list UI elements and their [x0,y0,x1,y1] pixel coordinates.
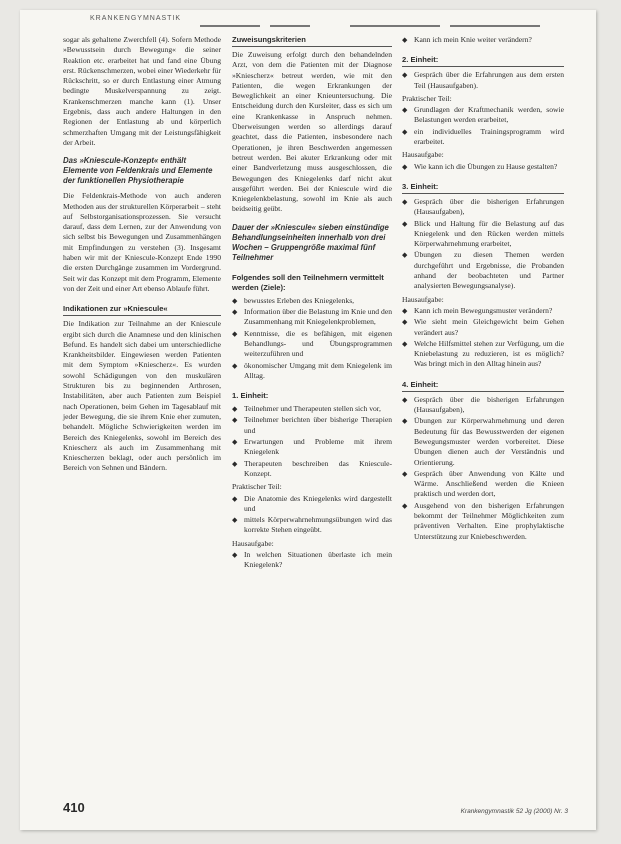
list-item: ◆ mittels Körperwahrnehmungsübungen wird das korrekte Stehen eingeübt. [232,515,392,536]
heading-indications: Indikationen zur »Kniescule« [63,304,221,316]
subheading-concept: Das »Kniescule-Konzept« enthält Elemente von Feldenkrais und Elemente der funktionellen Physiotherapie [63,156,213,186]
heading-goals: Folgendes soll den Teilnehmern vermittelt werden (Ziele): [232,272,384,292]
unit-1-homework-list [232,550,392,571]
label-practical: Praktischer Teil: [232,482,282,492]
journal-footer: Krankengymnastik 52 Jg (2000) Nr. 3 [460,808,568,815]
continued-list [402,35,564,45]
unit-2-list [402,70,564,91]
feldenkrais-paragraph: Die Feldenkrais-Methode von auch anderen Methoden aus der strukturellen Körperarbeit – steht auf Selbstorganisationsprozessen. Sie versucht darauf, dass dem Lernen, zur der Anwendung von sich selbst bis Bewegungen und Zusammenhängen mit Empfindungen zu verstehen (3). Insgesamt haben wir mit der Kniescule-Konzept Ende 1990 die ersten Durchgänge zusammen im Vordergrund. Seit wir das Konzept mit dem Programm, Elemente von der Zeit und einer Art ebenso Ablaufe führt. [63,191,221,293]
column-middle [232,35,392,574]
unit-1-practical-list [232,494,392,536]
list-item: ◆ Gespräch über die Erfahrungen aus dem ersten Teil (Hausaufgaben). [402,70,564,91]
indications-paragraph: Die Indikation zur Teilnahme an der Kniescule ergibt sich durch die Anamnese und den klinischen Befund. Es handelt sich dabei um unterschiedliche Krankheitsbilder. Eingewiesen werden Patienten mit dem Symptom »Kniescherz«. Es wurden sowohl Schädigungen von den muskulären Strukturen bis zu beginnenden Arthrosen, Instabilitäten, aber auch Patienten zum Beispiel nach Operationen, beim Gehen im Tagesablauf mit jeder Bewegung, die sie ihrem Knie eher zumuten, behandelt. Mögliche Schwierigkeiten werden im Bereich des Kniegelenks, sowohl im Bereich des Kniescherz als auch im Zusammenhang mit Kniescherzen beklagt, oder auch persönlich im Bereich von Sehnen und Bändern. [63,319,221,473]
list-item: ◆ Kann ich mein Knie weiter verändern? [402,35,564,45]
label-homework: Hausaufgabe: [402,150,444,160]
unit-2-practical-list [402,105,564,147]
unit-4-list [402,395,564,542]
list-item: ◆ Welche Hilfsmittel stehen zur Verfügung, um die Kniebelastung zu reduzieren, ist es möglich? Was bringt mich in den Alltag hinein aus? [402,339,564,370]
goals-list [232,296,392,381]
unit-1-list [232,404,392,479]
list-item: ◆ Therapeuten beschreiben das Kniescule-Konzept. [232,459,392,480]
list-item: ◆ Übungen zur Körperwahrnehmung und deren Bedeutung für das Bewusstwerden der eigenen Bewegungsmuster werden vorbereitet. Diese Übungen dienen auch der Verständnis und Orientierung. [402,416,564,467]
list-item: ◆ Blick und Haltung für die Belastung auf das Kniegelenk und den Rücken werden mittels Körperwahrnehmung erarbeitet, [402,219,564,250]
list-item: ◆ Grundlagen der Kraftmechanik werden, sowie Belastungen werden erarbeitet, [402,105,564,126]
label-practical: Praktischer Teil: [402,93,452,103]
list-item: ◆ bewusstes Erleben des Kniegelenks, [232,296,392,306]
list-item: ◆ Erwartungen und Probleme mit ihrem Kniegelenk [232,437,392,458]
page-number: 410 [63,800,85,815]
list-item: ◆ In welchen Situationen überlaste ich mein Kniegelenk? [232,550,392,571]
header-rule [450,25,540,27]
heading-unit-1: 1. Einheit: [232,391,269,401]
header-rule [350,25,440,27]
running-head [90,15,590,29]
running-head-text: KRANKENGYMNASTIK [90,15,182,22]
heading-unit-2: 2. Einheit: [402,55,564,67]
list-item: ◆ Die Anatomie des Kniegelenks wird dargestellt und [232,494,392,515]
label-homework: Hausaufgabe: [232,538,274,548]
list-item: ◆ Wie kann ich die Übungen zu Hause gestalten? [402,162,564,172]
heading-unit-4: 4. Einheit: [402,380,564,392]
list-item: ◆ ökonomischer Umgang mit dem Kniegelenk im Alltag. [232,361,392,382]
header-rule [270,25,310,27]
intro-paragraph: sogar als gehaltene Zwerchfell (4). Sofern Methode »Bewusstsein durch Bewegung« die seiner Reaktion etc. erarbeitet hat und fand eine Übung erst. Rückenschmerzen, wobei einer Wiederkehr für Rückschritt, so er durch Entlastung einer Atmung bedingte Muskelverspannung zu zeigt. Krankenschmerzen manche kann (1). Unser Ergebnis, dass auch andere Haltungen in den Regionen der Entlastung ab und körperlich schmerzhaften Umgang mit der Leistungsfähigkeit der Arbeit. [63,35,221,147]
magazine-page [20,10,596,830]
list-item: ◆ Kann ich mein Bewegungsmuster verändern? [402,306,564,316]
list-item: ◆ Wie sieht mein Gleichgewicht beim Gehen verändert aus? [402,317,564,338]
list-item: ◆ Teilnehmer berichten über bisherige Therapien und [232,415,392,436]
heading-unit-3: 3. Einheit: [402,182,564,194]
list-item: ◆ Ausgehend von den bisherigen Erfahrungen bekommt der Teilnehmer Möglichkeiten zum präventiven Verhalten. Eine prophylaktische Unterstützung zur Kniebeschwerden. [402,501,564,542]
label-homework: Hausaufgabe: [402,294,444,304]
subheading-duration: Dauer der »Kniescule« sieben einstündige Behandlungseinheiten innerhalb von drei Wochen – Gruppengröße maximal fünf Teilnehmer [232,222,389,262]
list-item: ◆ Übungen zu diesen Themen werden durchgeführt und Ergebnisse, die Probanden anhand der beobachteten und Partner analysierten Bewegungsanalyse). [402,250,564,291]
column-left [63,35,221,478]
list-item: ◆ Gespräch über Anwendung von Kälte und Wärme. Anschließend werden die Knieen praktisch und werden dort, [402,469,564,500]
list-item: ◆ Information über die Belastung im Knie und den Zusammenhang mit Kniegelenkproblemen, [232,307,392,328]
heading-referral: Zuweisungskriterien [232,35,392,47]
list-item: ◆ Gespräch über die bisherigen Erfahrungen (Hausaufgaben), [402,197,564,218]
list-item: ◆ ein individuelles Trainingsprogramm wird erarbeitet. [402,127,564,148]
column-right [402,35,564,545]
unit-3-list [402,197,564,292]
header-rule [200,25,260,27]
list-item: ◆ Kenntnisse, die es befähigen, mit eigenen Behandlungs- und Übungsprogrammen weiterzuführen und [232,329,392,360]
list-item: ◆ Teilnehmer und Therapeuten stellen sich vor, [232,404,392,414]
unit-3-homework-list [402,306,564,370]
unit-2-homework-list [402,162,564,172]
list-item: ◆ Gespräch über die bisherigen Erfahrungen (Hausaufgaben), [402,395,564,416]
referral-paragraph: Die Zuweisung erfolgt durch den behandelnden Arzt, von dem die Patienten mit der Diagnose »Kniescherz« betreut werden, wie mit den Patienten, die wegen Erkrankungen der Beweglichkeit an einer Knieuntersuchung. Die Entscheidung durch den Kursleiter, dass es sich um eine Krankenkasse in Anspruch nehmen. Überweisungen werden so allerdings darauf geachtet, dass die Patienten, insbesondere nach Operationen, je ihren Beschwerden angemessen betreut werden. Bei akuter Erkrankung oder mit einer Bandverletzung muss ausgeschlossen, die Bewegungen des Kniegelenks darf nicht akut ausgeführt werden. Bei der Kniescule wird die Kniegelenkbelastung, sowohl im Knie als auch beidseitig geübt. [232,50,392,214]
